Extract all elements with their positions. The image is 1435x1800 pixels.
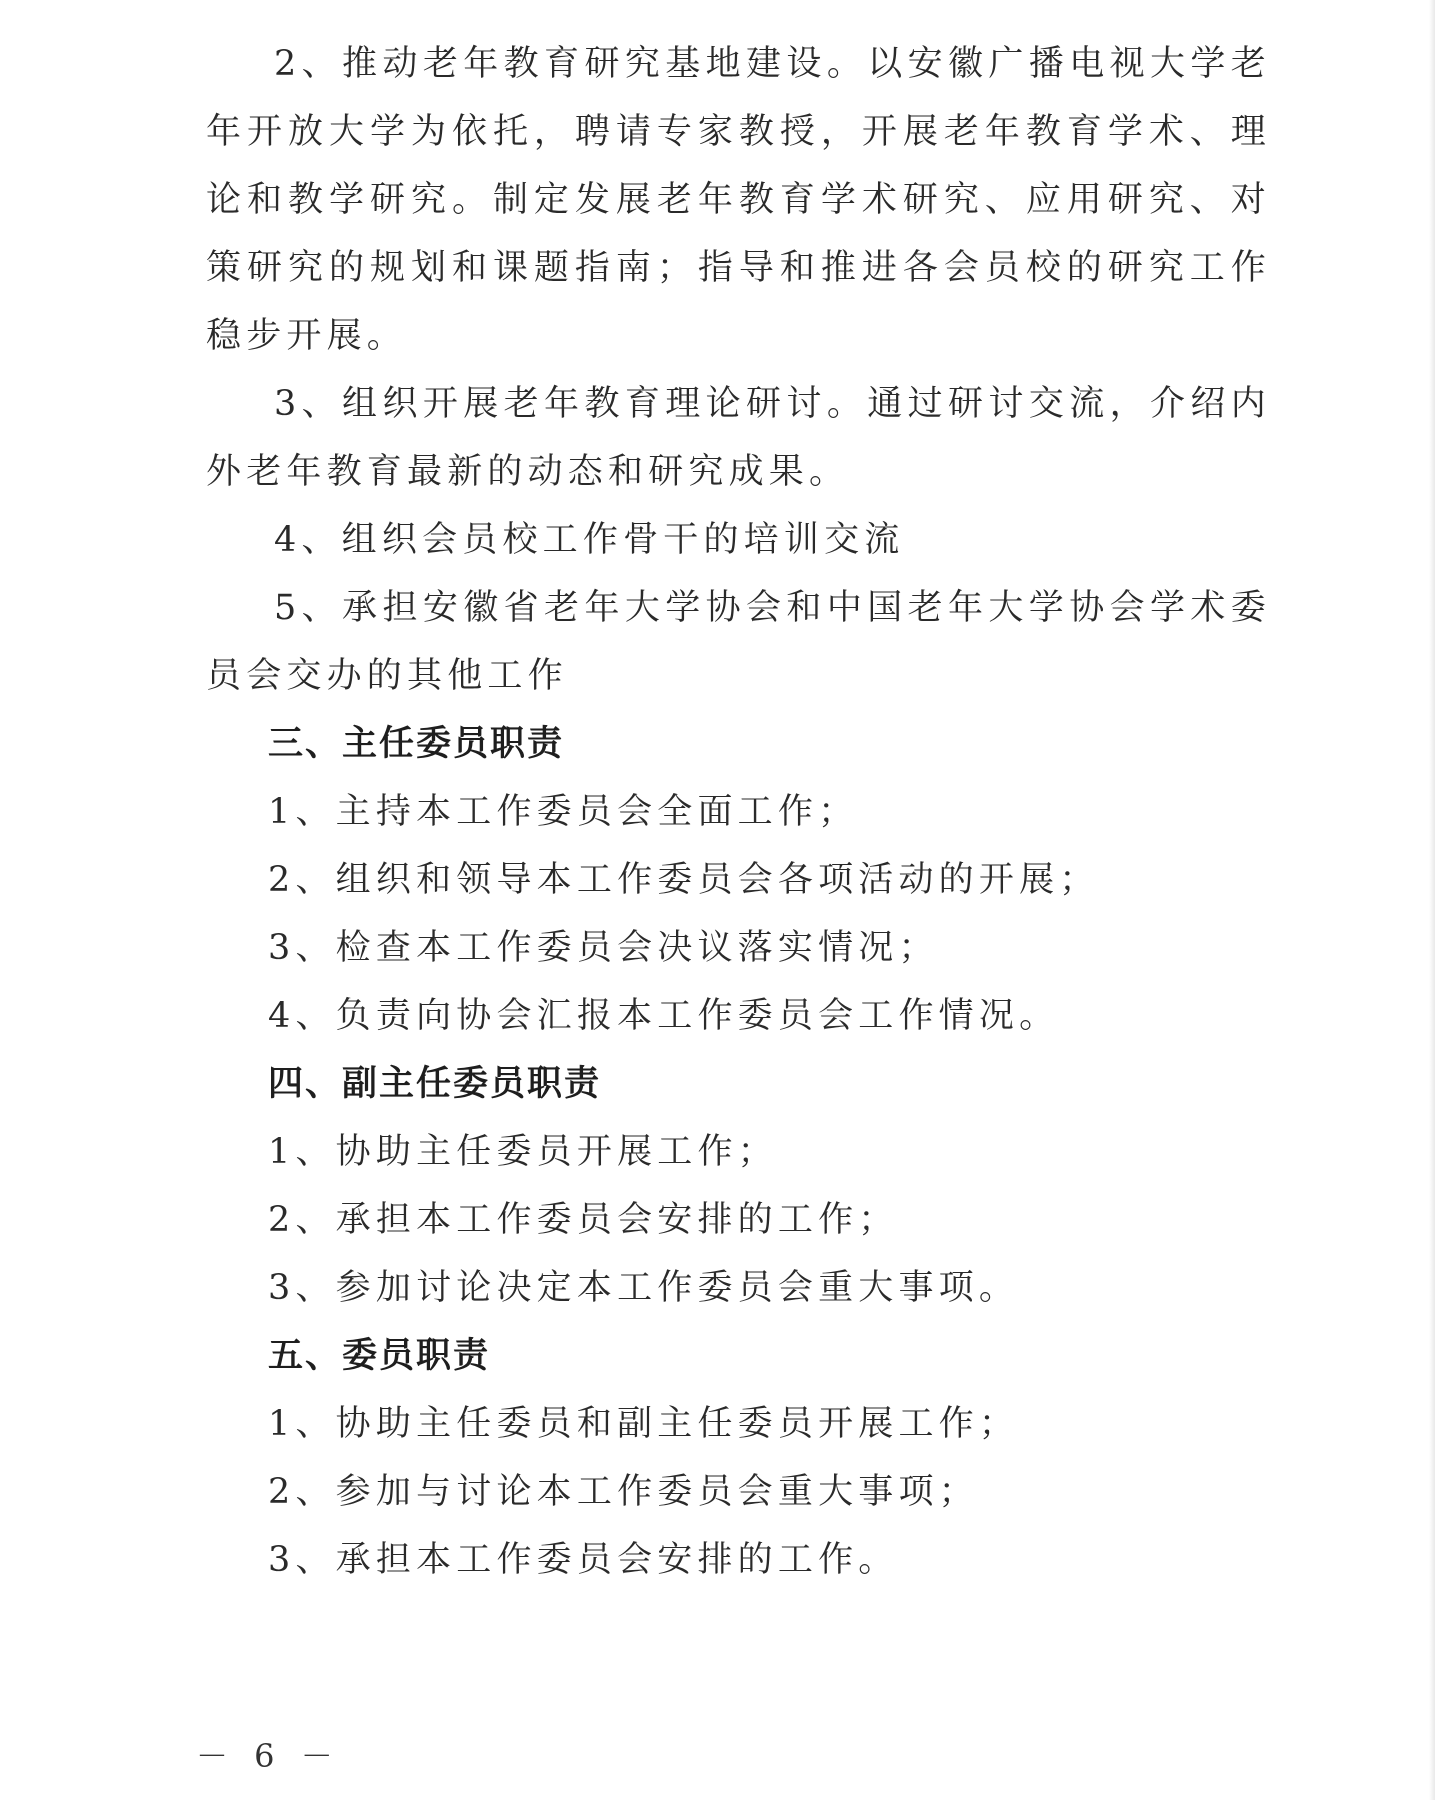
list-item: 2、承担本工作委员会安排的工作；: [268, 1200, 899, 1240]
paragraph-other-tasks: 5、承担安徽省老年大学协会和中国老年大学协会学术委员会交办的其他工作: [206, 588, 1271, 696]
paragraph-research-base: 2、推动老年教育研究基地建设。以安徽广播电视大学老年开放大学为依托，聘请专家教授，开展老年教育学术、理论和教学研究。制定发展老年教育学术研究、应用研究、对策研究的规划和课题指南；指导和推进各会员校的研究工作稳步开展。: [206, 44, 1271, 356]
list-item: 4、负责向协会汇报本工作委员会工作情况。: [268, 996, 1060, 1036]
list-item: 1、主持本工作委员会全面工作；: [268, 792, 859, 832]
section-heading-director: 三、主任委员职责: [268, 724, 565, 764]
section-heading-member: 五、委员职责: [268, 1336, 491, 1376]
list-item: 1、协助主任委员开展工作；: [268, 1132, 778, 1172]
list-item: 2、组织和领导本工作委员会各项活动的开展；: [268, 860, 1100, 900]
page-edge-shadow: [1429, 0, 1435, 1800]
list-item: 1、协助主任委员和副主任委员开展工作；: [268, 1404, 1020, 1444]
list-item: 3、承担本工作委员会安排的工作。: [268, 1540, 899, 1580]
list-item: 3、检查本工作委员会决议落实情况；: [268, 928, 939, 968]
list-item: 2、参加与讨论本工作委员会重大事项；: [268, 1472, 979, 1512]
paragraph-theory-seminar: 3、组织开展老年教育理论研讨。通过研讨交流，介绍内外老年教育最新的动态和研究成果。: [206, 384, 1271, 492]
paragraph-training-exchange: 4、组织会员校工作骨干的培训交流: [274, 520, 905, 560]
page-number: － 6 －: [196, 1737, 341, 1775]
document-body: [206, 30, 1271, 1594]
list-item: 3、参加讨论决定本工作委员会重大事项。: [268, 1268, 1020, 1308]
section-heading-deputy: 四、副主任委员职责: [268, 1064, 602, 1104]
